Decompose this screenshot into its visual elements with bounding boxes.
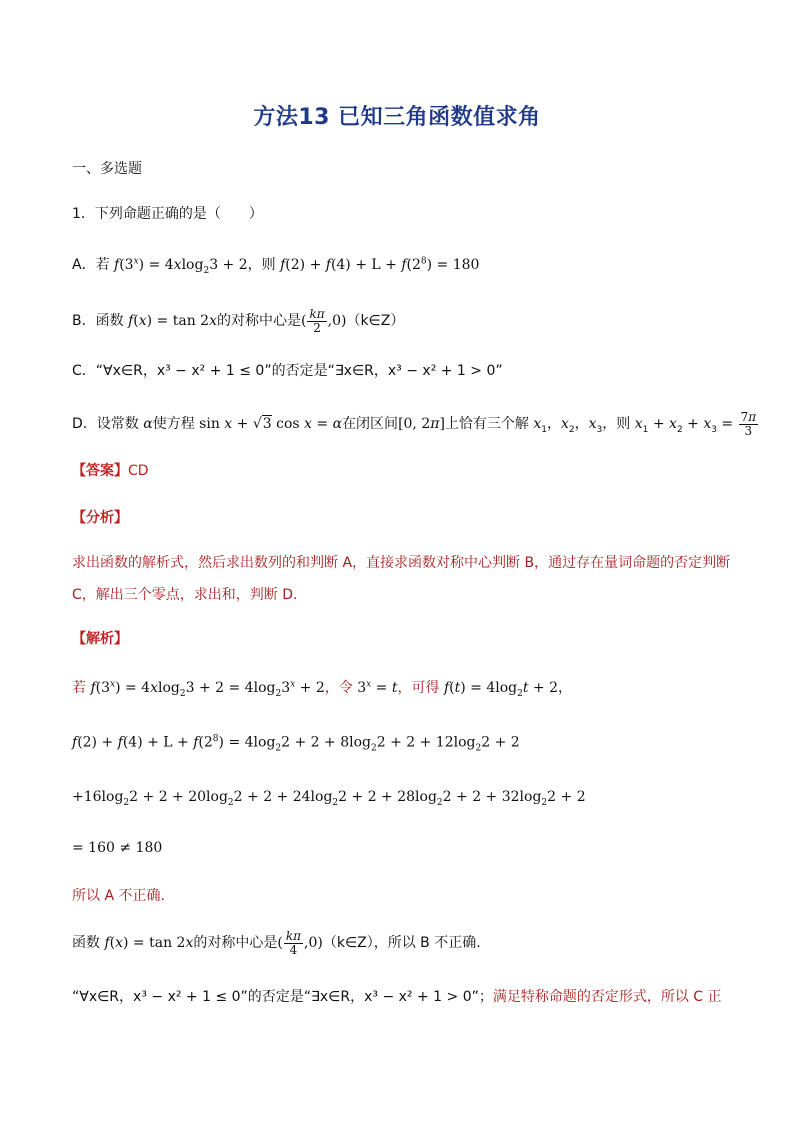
analysis-text-2: C，解出三个零点，求出和，判断 D.: [72, 587, 298, 603]
option-a-label: A．若: [72, 257, 110, 273]
answer-line: [72, 460, 149, 480]
option-b-label: B．函数: [72, 313, 124, 330]
answer-value: CD: [128, 463, 149, 479]
option-d-mid1: 使方程: [152, 416, 195, 433]
option-b-mid: 的对称中心是: [216, 313, 301, 330]
question-stem: 1．下列命题正确的是（ ）: [72, 206, 263, 222]
option-a-formula-1: f: [114, 257, 120, 273]
option-a: A．若 $f(3^x) = 4xlog_23 + 2$，则 $f(2) + f(4) + L + f(2^8) = 180$: [72, 256, 480, 276]
option-d-mid3: 上恰有三个解: [444, 416, 529, 433]
option-a-mid: ，则: [247, 257, 276, 273]
solution-line-5: 所以 A 不正确.: [72, 888, 165, 904]
analysis-label: 【分析】: [72, 510, 128, 526]
solution-line-2: $f(2) + f(4) + L + f(2^8) = 4\log_22 + 2 + 8\log_22 + 2 + 12\log_22 + 2$: [72, 734, 520, 754]
option-c: C．“∀x∈R，x³ − x² + 1 ≤ 0”的否定是“∃x∈R，x³ − x² + 1 > 0”: [72, 363, 503, 379]
option-d-mid2: 在闭区间: [342, 416, 399, 433]
solution-label: 【解析】: [72, 631, 128, 647]
analysis-text-1: 求出函数的解析式，然后求出数列的和判断 A，直接求函数对称中心判断 B，通过存在量词命题的否定判断: [72, 555, 731, 571]
solution-line-3: $+16\log_22 + 2 + 20\log_22 + 2 + 24\log_22 + 2 + 28\log_22 + 2 + 32\log_22 + 2$: [72, 789, 586, 808]
answer-label: 【答案】: [72, 463, 128, 479]
option-d-label: D．设常数: [72, 416, 139, 433]
section-heading: 一、多选题: [72, 161, 142, 177]
option-b-tail: （k∈Z）: [346, 313, 405, 330]
solution-line-7: “∀x∈R，x³ − x² + 1 ≤ 0”的否定是“∃x∈R，x³ − x² + 1 > 0”；满足特称命题的否定形式，所以 C 正: [72, 989, 722, 1005]
option-b: B．函数 f(x) = tan 2x的对称中心是( $\frac{k\pi}{2}$ ,0)（k∈Z）: [72, 307, 405, 335]
option-d-mid4: ，则: [602, 416, 631, 433]
option-d: D．设常数 α使方程 sin x + √3 cos x = α在闭区间[0, 2π]上恰有三个解 $x_1$，$x_2$，$x_3$，则 $x_1 + x_2 + x_3$ = $\frac{7\pi}{3}$: [72, 410, 757, 438]
page-title: 方法13 已知三角函数值求角: [253, 105, 541, 130]
solution-line-1: 若 $f(3^x) = 4xlog_23 + 2 = 4\log_23^x + 2$，令 $3^x = t$，可得 $f(t) = 4\log_2t + 2$，: [72, 679, 573, 699]
solution-line-6: 函数 f(x) = tan 2x的对称中心是( $\frac{k\pi}{4}$ ,0)（k∈Z），所以 B 不正确.: [72, 929, 481, 957]
solution-line-4: = 160 ≠ 180: [72, 840, 163, 856]
